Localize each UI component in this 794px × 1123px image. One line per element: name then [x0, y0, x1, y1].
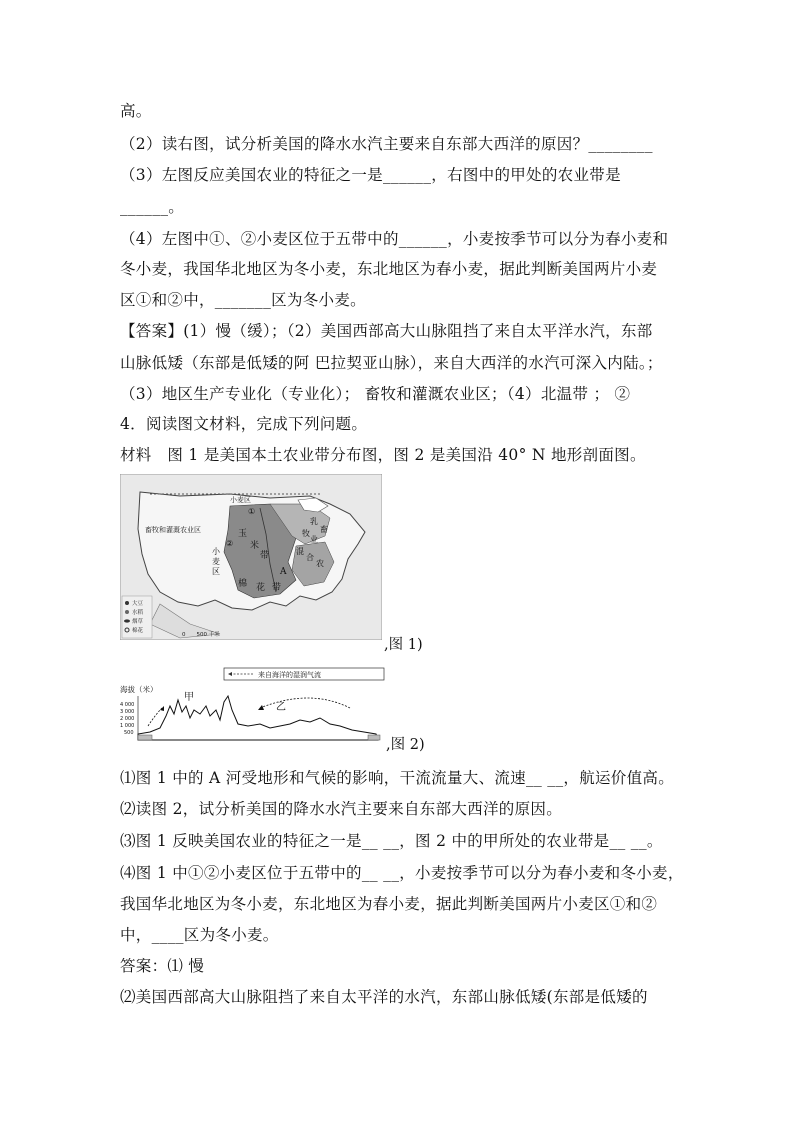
map-label: A [280, 567, 287, 577]
map-label: ② [226, 539, 234, 548]
question-line: ⑵读图 2，试分析美国的降水水汽主要来自东部大西洋的原因。 [120, 800, 562, 818]
map-label: 米 [250, 541, 260, 551]
map-label: 畜 [320, 525, 328, 534]
ytick: 2 000 [120, 716, 135, 722]
map-label: 花 [256, 583, 266, 593]
map-label: 带 [260, 551, 270, 561]
label-jia: 甲 [184, 692, 194, 703]
ytick: 500 [124, 730, 134, 736]
legend-rice: 水稻 [132, 610, 144, 616]
question-line: ⑴图 1 中的 A 河受地形和气候的影响，干流流量大、流速__ __，航运价值高。 [120, 769, 674, 787]
map-label: 带 [272, 583, 282, 593]
question-line: ⑶图 1 反映美国农业的特征之一是__ __，图 2 中的甲所处的农业带是__ __。 [120, 832, 663, 850]
text-line: ______。 [120, 198, 185, 216]
legend-cotton: 棉花 [132, 628, 144, 634]
map-scale: 0 500 千米 [182, 632, 220, 638]
figure2-caption: ,图 2) [386, 737, 425, 753]
question-line: 我国华北地区为冬小麦，东北地区为春小麦，据此判断美国两片小麦区①和② [120, 895, 658, 913]
map-label: 小 [212, 547, 220, 556]
answer-line: 山脉低矮（东部是低矮的阿 巴拉契亚山脉），来自大西洋的水汽可深入内陆。； [120, 354, 663, 372]
answer-line: 答案：⑴ 慢 [120, 957, 205, 975]
text-line: （4）左图中①、②小麦区位于五带中的______，小麦按季节可以分为春小麦和 [120, 230, 669, 248]
ytick: 3 000 [120, 709, 135, 715]
map-wheat-label: 小麦区 [230, 496, 251, 504]
map-label: 麦 [212, 557, 220, 566]
legend-tobacco: 烟草 [132, 619, 144, 625]
map-label: 农 [316, 559, 324, 568]
map-label: 玉 [238, 529, 248, 539]
rice-icon [125, 610, 129, 614]
terrain-profile [120, 666, 386, 748]
profile-legend: 来自海洋的湿润气流 [258, 671, 321, 679]
ytick: 1 000 [120, 723, 135, 729]
answer-line: 【答案】(1）慢（缓）；（2）美国西部高大山脉阻挡了来自太平洋水汽，东部 [120, 322, 653, 340]
map-label: 乳 [310, 517, 318, 526]
legend-soybean: 大豆 [132, 601, 144, 607]
map-label: 混 [296, 547, 304, 556]
answer-line: ⑵美国西部高大山脉阻挡了来自太平洋的水汽，东部山脉低矮(东部是低矮的 [120, 988, 648, 1006]
material-line: 材料 图 1 是美国本土农业带分布图，图 2 是美国沿 40° N 地形剖面图。 [120, 446, 646, 464]
text-line: 冬小麦，我国华北地区为冬小麦，东北地区为春小麦，据此判断美国两片小麦 [120, 260, 658, 278]
figure1-caption: ,图 1) [384, 637, 423, 653]
text-line: 高。 [120, 102, 152, 120]
text-line: （3）左图反应美国农业的特征之一是______，右图中的甲处的农业带是 [120, 166, 621, 184]
tobacco-icon [124, 619, 130, 622]
question-line: ⑷图 1 中①②小麦区位于五带中的__ __，小麦按季节可以分为春小麦和冬小麦， [120, 864, 684, 882]
map-label: 业 [310, 535, 318, 544]
text-line: （2）读右图，试分析美国的降水水汽主要来自东部大西洋的原因？________ [120, 135, 653, 153]
question-heading: 4．阅读图文材料，完成下列问题。 [120, 415, 368, 433]
soybean-icon [125, 601, 129, 605]
us-agriculture-map [120, 474, 382, 640]
ytick: 4 000 [120, 702, 135, 708]
label-yi: 乙 [276, 702, 286, 713]
profile-ylabel: 海拔（米） [120, 685, 158, 694]
map-label: 合 [306, 553, 314, 562]
map-region-label: 畜牧和灌溉农业区 [145, 526, 201, 534]
answer-line: （3）地区生产专业化（专业化）； 畜牧和灌溉农业区；（4）北温带 ； ② [120, 385, 631, 403]
map-label: ① [248, 507, 256, 516]
text-line: 区①和②中，_______区为冬小麦。 [120, 291, 366, 309]
map-label: 牧 [302, 529, 310, 538]
map-label: 区 [212, 567, 220, 576]
map-label: 棉 [238, 579, 248, 589]
question-line: 中，____区为冬小麦。 [120, 926, 279, 944]
